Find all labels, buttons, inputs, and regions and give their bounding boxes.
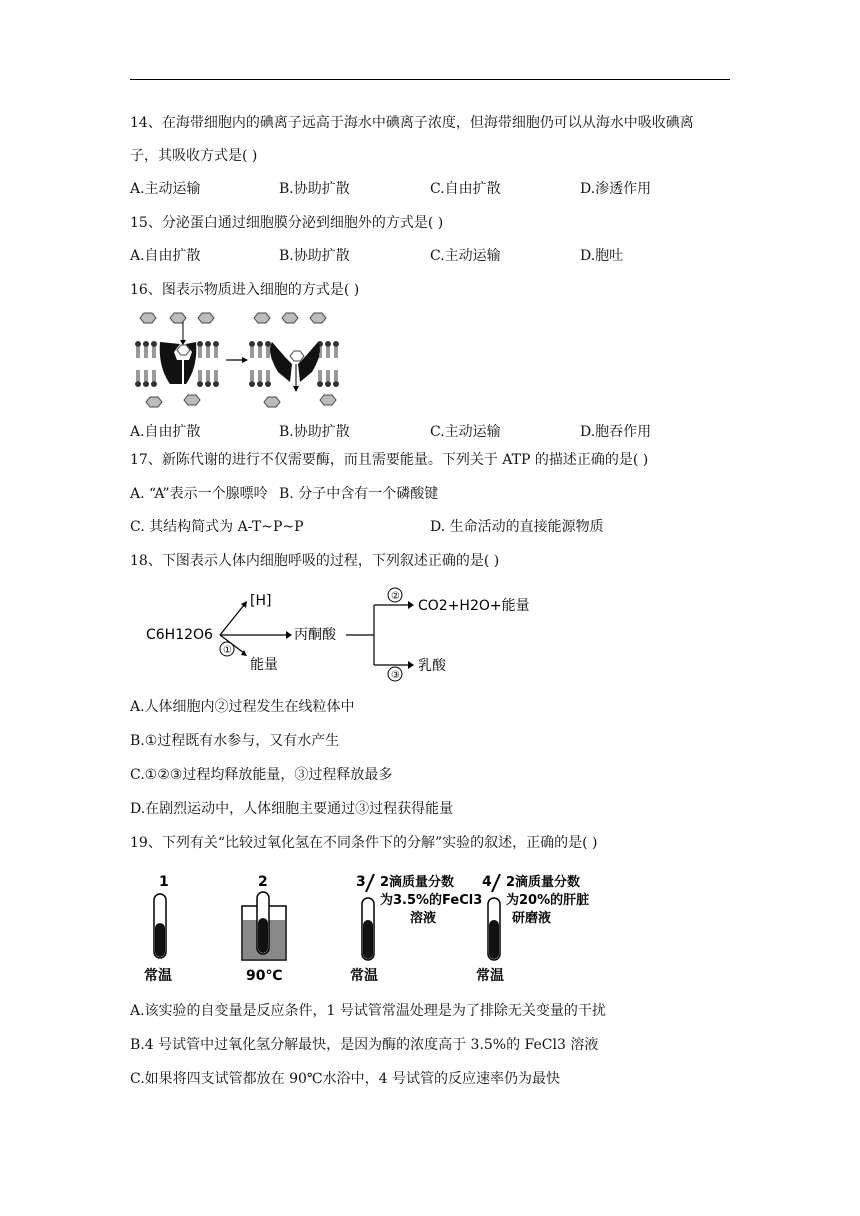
tube4-note-line2: 为20%的肝脏 <box>506 893 590 908</box>
glucose-label: C6H12O6 <box>146 627 213 643</box>
q17-option-a[interactable]: A. “A”表示一个腺嘌呤 <box>130 486 268 502</box>
q19-option-b[interactable]: B.4 号试管中过氧化氢分解最快，是因为酶的浓度高于 3.5%的 FeCl3 溶液 <box>130 1037 599 1053</box>
tube3-condition: 常温 <box>350 968 378 984</box>
q18-option-a[interactable]: A.人体细胞内②过程发生在线粒体中 <box>130 699 355 715</box>
q16-option-a[interactable]: A.自由扩散 <box>130 424 201 440</box>
q19-option-a[interactable]: A.该实验的自变量是反应条件，1 号试管常温处理是为了排除无关变量的干扰 <box>130 1003 606 1019</box>
tube2-number: 2 <box>258 874 268 890</box>
tube3-note-line1: 2滴质量分数 <box>380 875 455 890</box>
q18-option-b[interactable]: B.①过程既有水参与，又有水产生 <box>130 733 340 749</box>
q15-option-b[interactable]: B.协助扩散 <box>279 248 350 264</box>
q16-option-c[interactable]: C.主动运输 <box>430 424 501 440</box>
hydrogen-peroxide-experiment-figure <box>130 868 630 988</box>
membrane-transport-figure <box>130 312 345 412</box>
q14-stem-line2: 子，其吸收方式是( ) <box>130 148 258 164</box>
tube4-note-line3: 研磨液 <box>512 911 552 926</box>
q14-option-a[interactable]: A.主动运输 <box>130 181 201 197</box>
tube4-note-line1: 2滴质量分数 <box>506 875 581 890</box>
h-label: [H] <box>250 593 272 609</box>
step3-label: ③ <box>391 670 400 681</box>
q14-stem-line1: 14、在海带细胞内的碘离子远高于海水中碘离子浓度，但海带细胞仍可以从海水中吸收碘离 <box>130 115 694 131</box>
q16-option-b[interactable]: B.协助扩散 <box>279 424 350 440</box>
pyruvate-label: 丙酮酸 <box>294 627 336 643</box>
tube4-number: 4 <box>482 874 492 890</box>
q17-option-d[interactable]: D. 生命活动的直接能源物质 <box>430 519 604 535</box>
q16-option-d[interactable]: D.胞吞作用 <box>580 424 652 440</box>
lactic-acid-label: 乳酸 <box>418 658 446 674</box>
step1-label: ① <box>223 645 232 656</box>
q14-option-c[interactable]: C.自由扩散 <box>430 181 501 197</box>
step2-label: ② <box>391 591 400 602</box>
q17-option-b[interactable]: B. 分子中含有一个磷酸键 <box>279 486 439 502</box>
aerobic-products-label: CO2+H2O+能量 <box>418 598 530 614</box>
cell-respiration-diagram <box>140 583 540 683</box>
q15-option-d[interactable]: D.胞吐 <box>580 248 624 264</box>
tube1-condition: 常温 <box>144 968 172 984</box>
q19-option-c[interactable]: C.如果将四支试管都放在 90℃水浴中，4 号试管的反应速率仍为最快 <box>130 1071 560 1087</box>
q14-option-d[interactable]: D.渗透作用 <box>580 181 652 197</box>
q17-option-c[interactable]: C. 其结构简式为 A-T~P~P <box>130 519 304 535</box>
q15-stem: 15、分泌蛋白通过细胞膜分泌到细胞外的方式是( ) <box>130 215 444 231</box>
tube3-note-line3: 溶液 <box>410 911 437 926</box>
tube4-condition: 常温 <box>476 968 504 984</box>
tube3-note-line2: 为3.5%的FeCl3 <box>380 893 483 908</box>
q15-option-a[interactable]: A.自由扩散 <box>130 248 201 264</box>
q14-option-b[interactable]: B.协助扩散 <box>279 181 350 197</box>
q16-stem: 16、图表示物质进入细胞的方式是( ) <box>130 282 360 298</box>
energy-label: 能量 <box>250 657 278 673</box>
header-rule <box>130 79 730 80</box>
q15-option-c[interactable]: C.主动运输 <box>430 248 501 264</box>
tube3-number: 3 <box>356 874 366 890</box>
q18-option-c[interactable]: C.①②③过程均释放能量，③过程释放最多 <box>130 767 393 783</box>
q17-stem: 17、新陈代谢的进行不仅需要酶，而且需要能量。下列关于 ATP 的描述正确的是( ) <box>130 452 649 468</box>
q19-stem: 19、下列有关“比较过氧化氢在不同条件下的分解”实验的叙述，正确的是( ) <box>130 835 598 851</box>
q18-option-d[interactable]: D.在剧烈运动中，人体细胞主要通过③过程获得能量 <box>130 801 454 817</box>
q18-stem: 18、下图表示人体内细胞呼吸的过程，下列叙述正确的是( ) <box>130 553 500 569</box>
tube1-number: 1 <box>159 874 169 890</box>
tube2-condition: 90℃ <box>246 968 283 984</box>
